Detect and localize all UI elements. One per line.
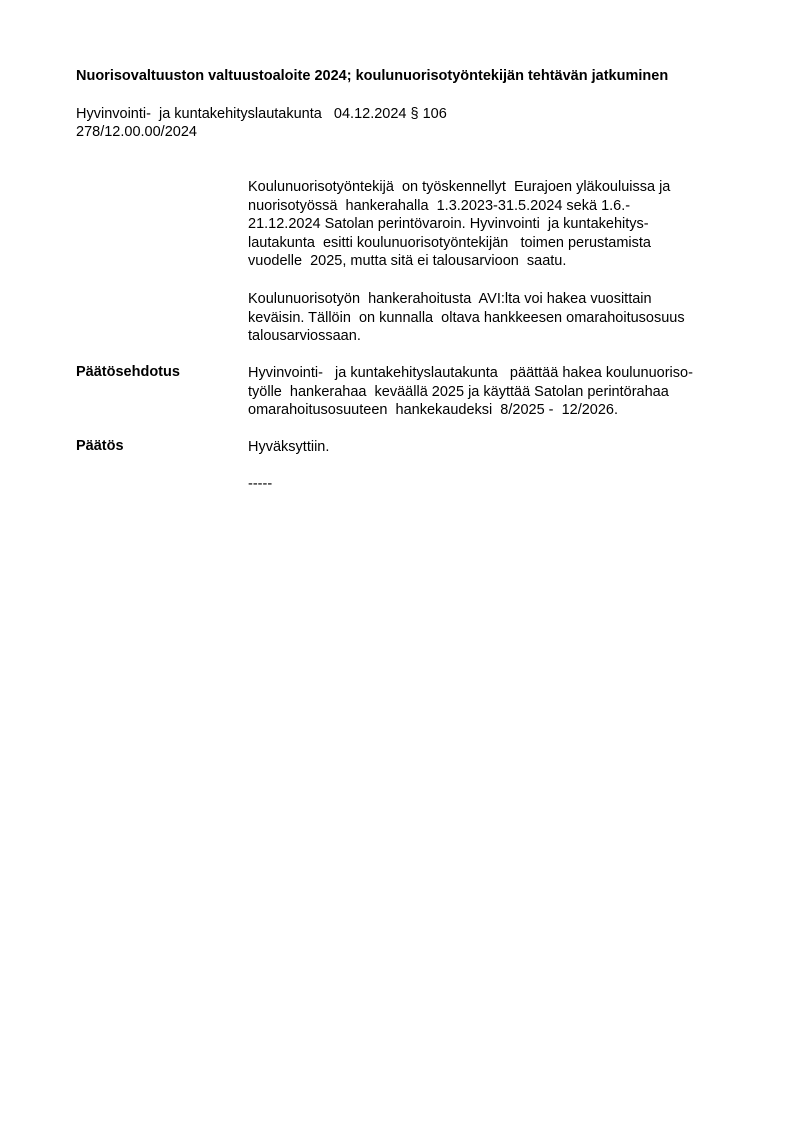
meeting-reference: Hyvinvointi- ja kuntakehityslautakunta 04.12.2024 § 106 xyxy=(76,106,447,122)
text-line: Koulunuorisotyön hankerahoitusta AVI:lta voi hakea vuosittain xyxy=(248,291,652,307)
page-title: Nuorisovaltuuston valtuustoaloite 2024; koulunuorisotyöntekijän tehtävän jatkuminen xyxy=(76,68,669,84)
text-line: talousarviossaan. xyxy=(248,328,361,345)
text-line: Hyvinvointi- ja kuntakehityslautakunta päättää hakea koulunuoriso- xyxy=(248,365,693,381)
text-line: 21.12.2024 Satolan perintövaroin. Hyvinvointi ja kuntakehitys- xyxy=(248,216,649,233)
text-line: nuorisotyössä hankerahalla 1.3.2023-31.5.2024 sekä 1.6.- xyxy=(248,197,631,214)
text-line: omarahoitusosuuteen hankekaudeksi 8/2025 - 12/2026. xyxy=(248,402,619,419)
text-line: lautakunta esitti koulunuorisotyöntekijän toimen perustamista xyxy=(248,234,651,251)
text-line: työlle hankerahaa keväällä 2025 ja käyttää Satolan perintörahaa xyxy=(248,383,669,400)
record-number: 278/12.00.00/2024 xyxy=(76,124,197,140)
decision-text xyxy=(248,438,728,457)
decision-label: Päätös xyxy=(76,438,124,454)
proposal-label: Päätösehdotus xyxy=(76,364,180,380)
background-paragraph-2 xyxy=(248,290,728,346)
text-line: keväisin. Tällöin on kunnalla oltava hankkeesen omarahoitusosuus xyxy=(248,309,685,326)
section-separator xyxy=(248,475,728,494)
text-line: vuodelle 2025, mutta sitä ei talousarvioon saatu. xyxy=(248,253,567,270)
proposal-text xyxy=(248,364,728,420)
separator-line: ----- xyxy=(248,476,273,492)
background-paragraph-1 xyxy=(248,178,728,271)
text-line: Koulunuorisotyöntekijä on työskennellyt Eurajoen yläkouluissa ja xyxy=(248,179,671,195)
text-line: Hyväksyttiin. xyxy=(248,439,330,455)
